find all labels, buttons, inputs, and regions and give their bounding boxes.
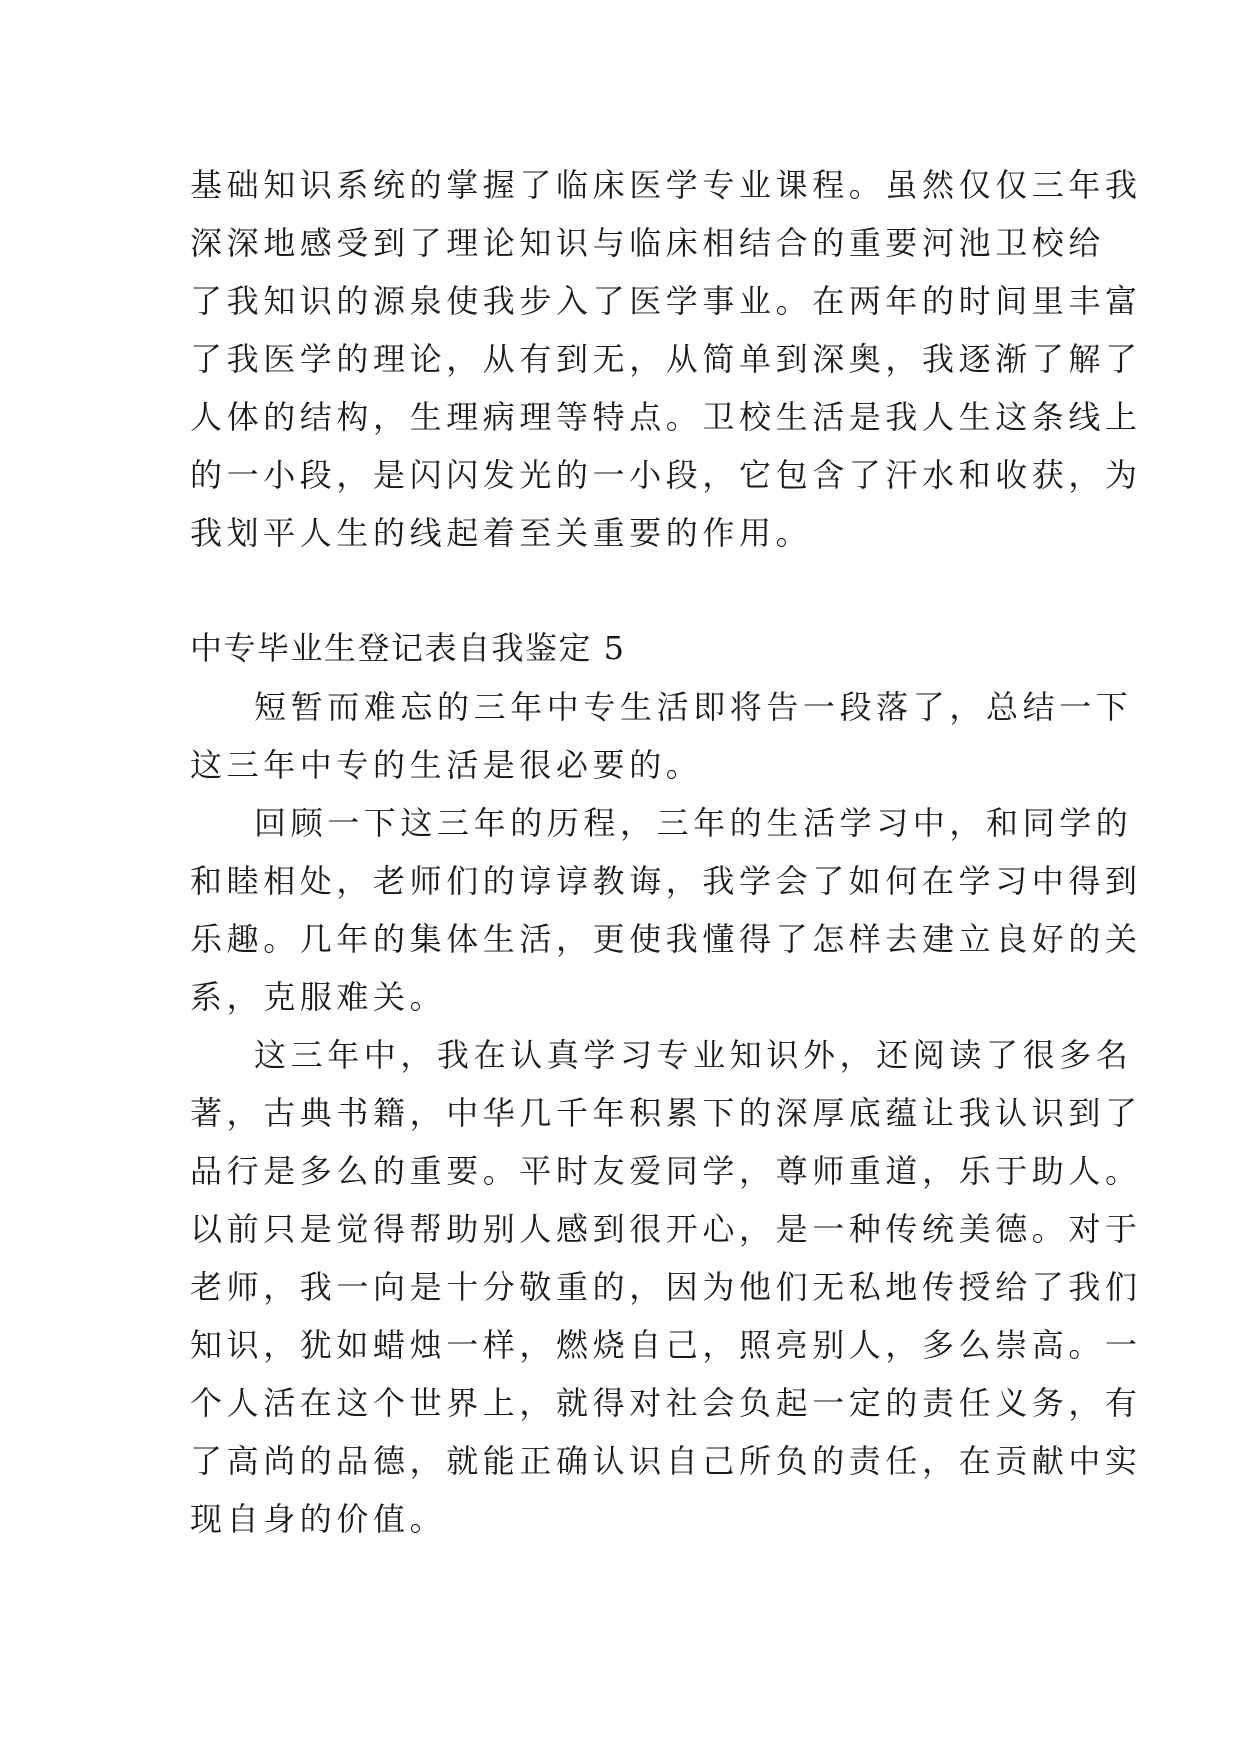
paragraph-line: 短暂而难忘的三年中专生活即将告一段落了，总结一下 [254, 688, 1133, 726]
paragraph-line: 人体的结构，生理病理等特点。卫校生活是我人生这条线上 [190, 398, 1142, 436]
paragraph-line: 这三年中专的生活是很必要的。 [190, 746, 703, 784]
paragraph-line: 知识，犹如蜡烛一样，燃烧自己，照亮别人，多么崇高。一 [190, 1326, 1142, 1364]
paragraph-line: 我划平人生的线起着至关重要的作用。 [190, 514, 813, 552]
section-heading: 中专毕业生登记表自我鉴定 5 [190, 629, 626, 667]
paragraph-line: 乐趣。几年的集体生活，更使我懂得了怎样去建立良好的关 [190, 920, 1142, 958]
paragraph-line: 现自身的价值。 [190, 1500, 447, 1538]
paragraph-line: 和睦相处，老师们的谆谆教诲，我学会了如何在学习中得到 [190, 862, 1142, 900]
paragraph-line: 这三年中，我在认真学习专业知识外，还阅读了很多名 [254, 1036, 1133, 1074]
paragraph-line: 了我医学的理论，从有到无，从简单到深奥，我逐渐了解了 [190, 340, 1142, 378]
paragraph-line: 基础知识系统的掌握了临床医学专业课程。虽然仅仅三年我 [190, 166, 1142, 204]
paragraph-line: 以前只是觉得帮助别人感到很开心，是一种传统美德。对于 [190, 1210, 1142, 1248]
paragraph-line: 了高尚的品德，就能正确认识自己所负的责任，在贡献中实 [190, 1442, 1142, 1480]
paragraph-line: 品行是多么的重要。平时友爱同学，尊师重道，乐于助人。 [190, 1152, 1142, 1190]
paragraph-line: 的一小段，是闪闪发光的一小段，它包含了汗水和收获，为 [190, 456, 1142, 494]
paragraph-line: 老师，我一向是十分敬重的，因为他们无私地传授给了我们 [190, 1268, 1142, 1306]
paragraph-line: 回顾一下这三年的历程，三年的生活学习中，和同学的 [254, 804, 1133, 842]
paragraph-line: 系，克服难关。 [190, 978, 447, 1016]
paragraph-line: 著，古典书籍，中华几千年积累下的深厚底蕴让我认识到了 [190, 1094, 1142, 1132]
paragraph-line: 个人活在这个世界上，就得对社会负起一定的责任义务，有 [190, 1384, 1142, 1422]
paragraph-line: 深深地感受到了理论知识与临床相结合的重要河池卫校给 [190, 224, 1106, 262]
paragraph-line: 了我知识的源泉使我步入了医学事业。在两年的时间里丰富 [190, 282, 1142, 320]
